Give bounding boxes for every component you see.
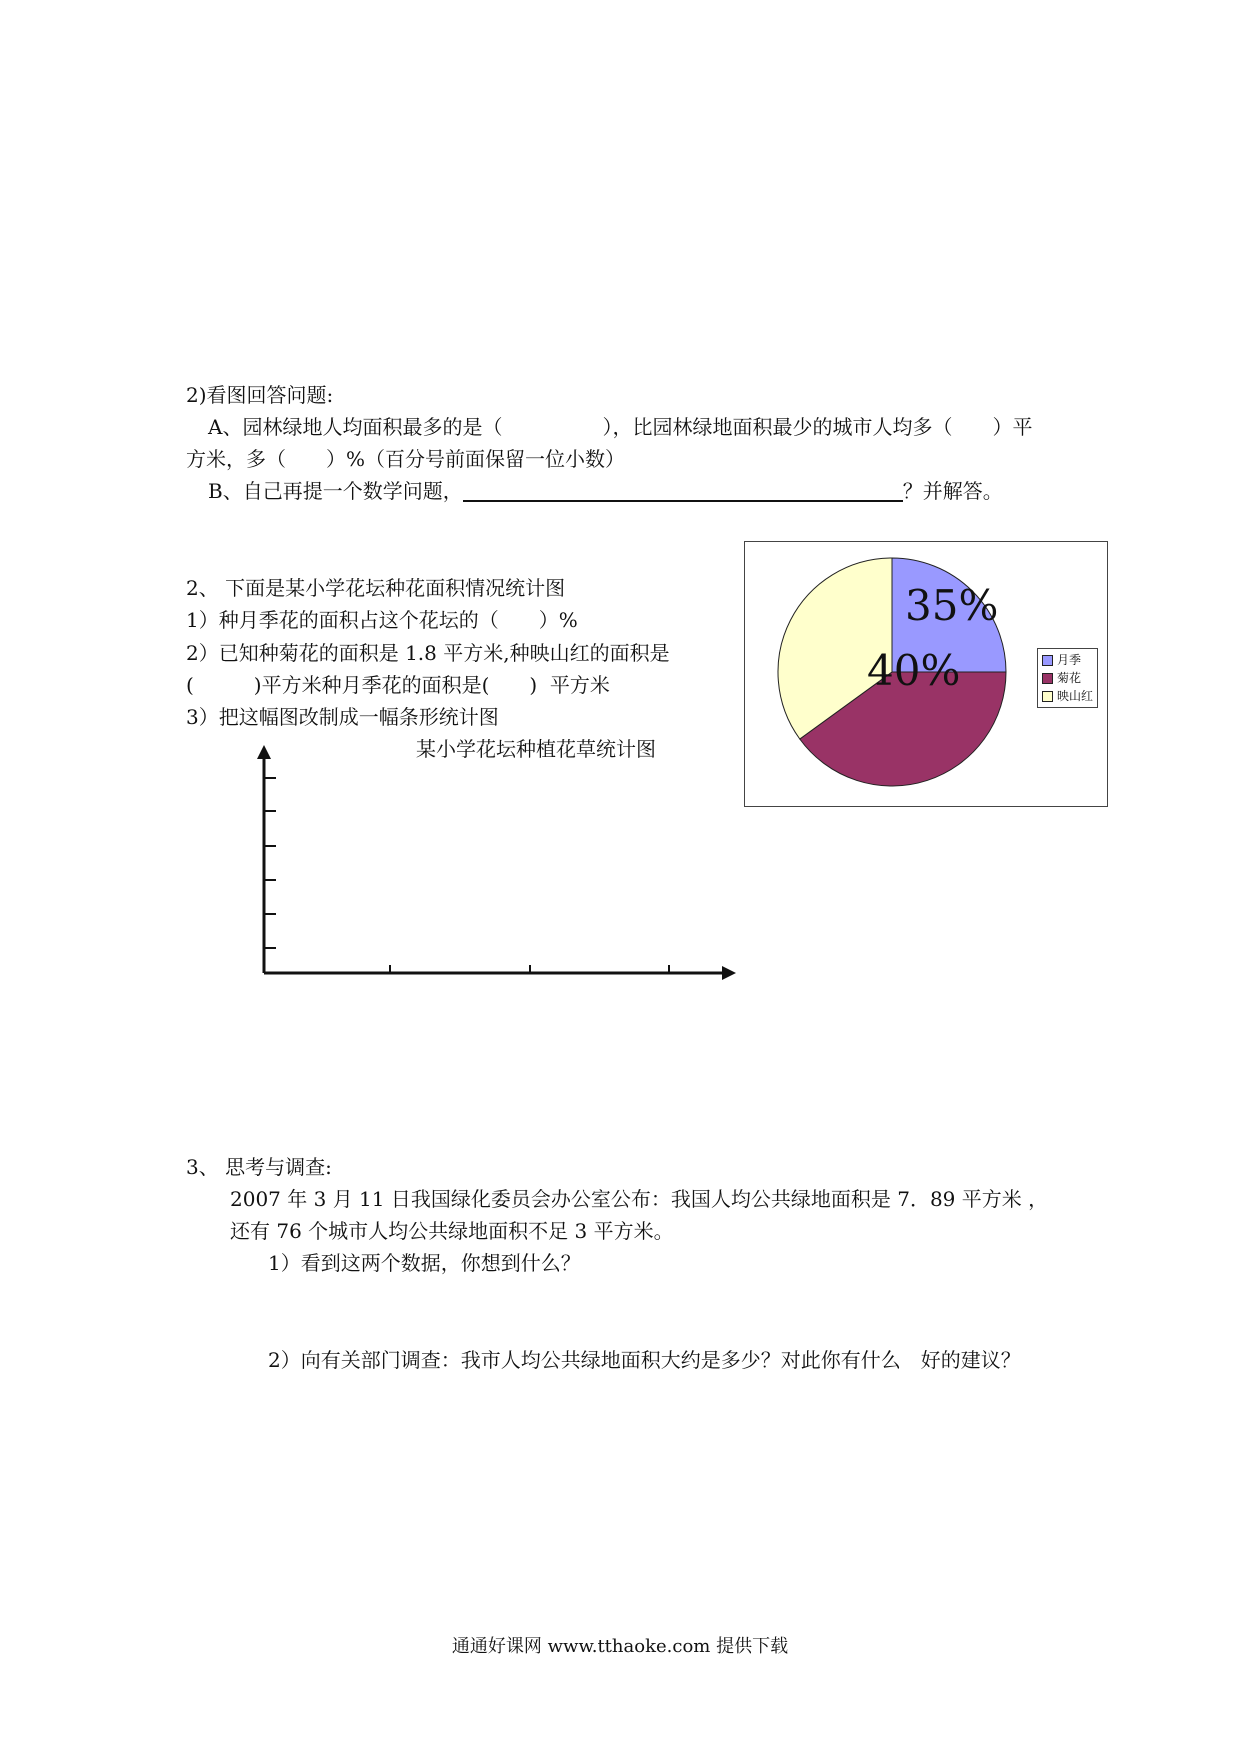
legend-item-1 xyxy=(1042,651,1093,669)
q1-b-prefix: B、自己再提一个数学问题， xyxy=(208,479,463,503)
q1-b-line xyxy=(208,481,1003,502)
legend-swatch xyxy=(1042,655,1053,666)
q2-sub2-line2: ( )平方米种月季花的面积是( ) 平方米 xyxy=(186,673,610,697)
legend-item-2 xyxy=(1042,669,1093,687)
q2-sub3: 3）把这幅图改制成一幅条形统计图 xyxy=(186,705,499,729)
legend-swatch xyxy=(1042,673,1053,684)
footer-credit: 通通好课网 www.tthaoke.com 提供下载 xyxy=(451,1636,789,1657)
legend-swatch xyxy=(1042,691,1053,702)
legend-item-3 xyxy=(1042,687,1093,705)
q2-sub1: 1）种月季花的面积占这个花坛的（ ）% xyxy=(186,608,578,632)
q3-para-line2: 还有 76 个城市人均公共绿地面积不足 3 平方米。 xyxy=(230,1219,674,1243)
y-axis-arrow xyxy=(257,745,271,759)
legend-label: 映山红 xyxy=(1057,689,1094,703)
q1-a-line1: A、园林绿地人均面积最多的是（ ），比园林绿地面积最少的城市人均多（ ）平 xyxy=(208,415,1033,439)
answer-underline xyxy=(463,500,903,502)
y-ticks xyxy=(264,778,276,948)
q2-heading: 2、 下面是某小学花坛种花面积情况统计图 xyxy=(186,576,566,600)
q3-sub2: 2）向有关部门调查：我市人均公共绿地面积大约是多少？对此你有什么 好的建议？ xyxy=(268,1348,1021,1372)
x-axis-arrow xyxy=(722,966,736,980)
legend-label: 月季 xyxy=(1057,653,1082,667)
q3-sub1: 1）看到这两个数据，你想到什么？ xyxy=(268,1251,581,1275)
pie-legend xyxy=(1037,648,1098,708)
empty-bar-chart-axes xyxy=(250,745,740,980)
bar-chart-title: 某小学花坛种植花草统计图 xyxy=(416,737,656,761)
legend-label: 菊花 xyxy=(1057,671,1082,685)
q2-sub2-line1: 2）已知种菊花的面积是 1.8 平方米,种映山红的面积是 xyxy=(186,641,670,665)
q1-a-line2: 方米，多（ ）%（百分号前面保留一位小数） xyxy=(186,447,626,471)
q1-part2-heading: 2)看图回答问题: xyxy=(186,383,334,407)
q3-heading: 3、 思考与调查: xyxy=(186,1155,332,1179)
pie-chart xyxy=(744,541,1108,807)
q1-b-suffix: ？并解答。 xyxy=(902,479,1003,503)
q3-para-line1: 2007 年 3 月 11 日我国绿化委员会办公室公布：我国人均公共绿地面积是 7．89 平方米 ， xyxy=(230,1187,1049,1211)
pie-percent-label-2: 40% xyxy=(867,646,961,695)
pie-percent-label-1: 35% xyxy=(905,581,999,630)
